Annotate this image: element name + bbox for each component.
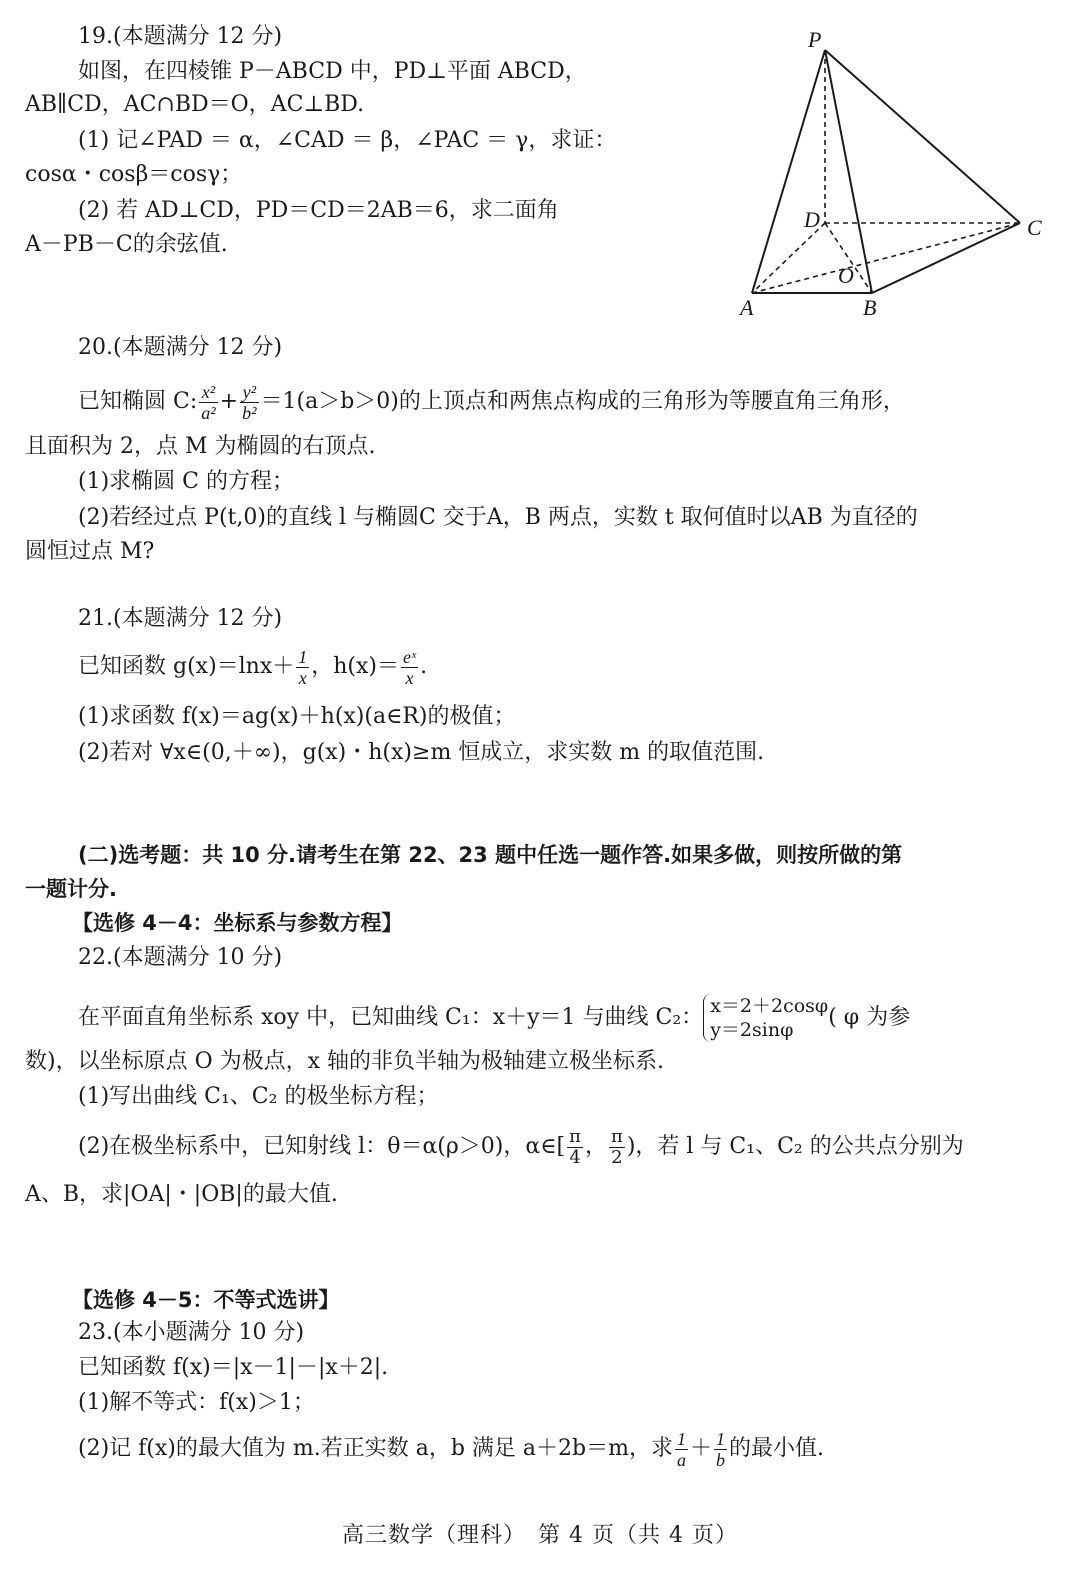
q20-part2-cont: 圆恒过点 M? [25,539,155,564]
section2-instructions-cont: 一题计分. [25,877,117,901]
q20-header: 20.(本题满分 12 分) [78,335,283,360]
q22-part2-cont: A、B，求|OA|・|OB|的最大值. [25,1182,338,1207]
fraction-1-b: $\frac{1}{b}$ [715,1428,725,1470]
elective-45-title: 【选修 4－5：不等式选讲】 [72,1288,340,1312]
vertex-label-p: P [808,27,822,52]
fraction-ex-x: $\frac{\text{eˣ}}{x}$ [403,646,417,688]
vertex-label-d: D [804,207,820,232]
q20-text-line1 [78,380,905,424]
q20-text-line2: 且面积为 2，点 M 为椭圆的右顶点. [25,434,376,459]
q19-part1-cont: cosα・cosβ＝cosγ； [25,162,243,187]
q19-header: 19.(本题满分 12 分) [78,24,283,49]
q22-part2: (2)在极坐标系中，已知射线 l：θ＝α(ρ＞0)，α∈[ $\frac{\pi}{4}$ ， $\frac{\pi}{2}$ )，若 l 与 C₁、C₂ 的公共点分别为 [78,1125,964,1168]
q20-part2: (2)若经过点 P(t,0)的直线 l 与椭圆C 交于A，B 两点，实数 t 取何值时以AB 为直径的 [78,505,918,530]
fraction-1-x: $\frac{1}{x}$ [298,646,308,688]
q23-part2-post: 的最小值. [728,1436,824,1461]
fraction-pi-2: $\frac{\pi}{2}$ [610,1125,623,1168]
q22-header: 22.(本题满分 10 分) [78,945,283,970]
q23-part1: (1)解不等式：f(x)＞1； [78,1390,315,1415]
vertex-label-b: B [863,295,877,320]
q21-text-post: . [420,654,428,679]
q22-text-post: ( φ 为参 [828,1005,911,1030]
vertex-label-a: A [740,295,754,320]
q19-text-line1: 如图，在四棱锥 P－ABCD 中，PD⊥平面 ABCD， [78,59,587,84]
q23-part2: (2)记 f(x)的最大值为 m.若正实数 a，b 满足 a＋2b＝m，求 $\frac{1}{a}$ ＋ $\frac{1}{b}$ 的最小值. [78,1428,824,1470]
q20-text-pre: 已知椭圆 C: [78,389,198,414]
q23-header: 23.(本小题满分 10 分) [78,1320,305,1345]
q22-text-line2: 数)，以坐标原点 O 为极点，x 轴的非负半轴为极轴建立极坐标系. [25,1049,665,1074]
q22-part2-post: )，若 l 与 C₁、C₂ 的公共点分别为 [626,1134,964,1159]
parametric-system: x＝2＋2cosφ y＝2sinφ [703,994,828,1042]
section2-instructions: (二)选考题：共 10 分.请考生在第 22、23 题中任选一题作答.如果多做，则按所做的第 [78,843,903,867]
q23-part2-pre: (2)记 f(x)的最大值为 m.若正实数 a，b 满足 a＋2b＝m，求 [78,1436,673,1461]
fraction-pi-4: $\frac{\pi}{4}$ [569,1125,581,1168]
elective-44-title: 【选修 4－4：坐标系与参数方程】 [72,911,403,935]
vertex-label-o: O [838,263,854,288]
q22-text-line1 [78,990,910,1046]
plus-sign: + [219,389,239,414]
fraction-y2-b2: $\frac{\text{y²}}{\text{b²}}$ [242,381,257,423]
q23-text-line1: 已知函数 f(x)＝|x－1|－|x＋2|. [78,1355,389,1380]
q19-text-line2: AB∥CD，AC∩BD＝O，AC⊥BD. [25,92,365,117]
q19-part2-cont: A－PB－C的余弦值. [25,232,228,257]
q21-header: 21.(本题满分 12 分) [78,606,283,631]
fraction-x2-a2: $\frac{\text{x²}}{\text{a²}}$ [201,381,216,423]
q22-part1: (1)写出曲线 C₁、C₂ 的极坐标方程； [78,1084,439,1109]
q19-part2: (2) 若 AD⊥CD，PD＝CD＝2AB＝6，求二面角 [78,198,559,223]
vertex-label-c: C [1027,215,1042,240]
q21-part2: (2)若对 ∀x∈(0,＋∞)，g(x)・h(x)≥m 恒成立，求实数 m 的取值范围. [78,740,765,765]
fraction-1-a: $\frac{1}{a}$ [676,1428,686,1470]
pyramid-figure [730,25,1075,320]
q20-text-post: ＝1(a＞b＞0)的上顶点和两焦点构成的三角形为等腰直角三角形， [260,389,905,414]
q20-part1: (1)求椭圆 C 的方程； [78,469,294,494]
q22-text-pre: 在平面直角坐标系 xoy 中，已知曲线 C₁：x＋y＝1 与曲线 C₂： [78,1005,704,1030]
q21-text-mid: ，h(x)＝ [311,654,400,679]
q21-part1: (1)求函数 f(x)＝ag(x)＋h(x)(a∈R)的极值； [78,704,516,729]
q21-text-line1 [78,645,427,689]
q21-text-pre: 已知函数 g(x)＝lnx＋ [78,654,295,679]
q22-part2-pre: (2)在极坐标系中，已知射线 l：θ＝α(ρ＞0)，α∈[ [78,1134,566,1159]
q19-part1: (1) 记∠PAD ＝ α，∠CAD ＝ β，∠PAC ＝ γ，求证： [78,128,617,153]
page-footer: 高三数学（理科） 第 4 页（共 4 页） [342,1523,738,1548]
